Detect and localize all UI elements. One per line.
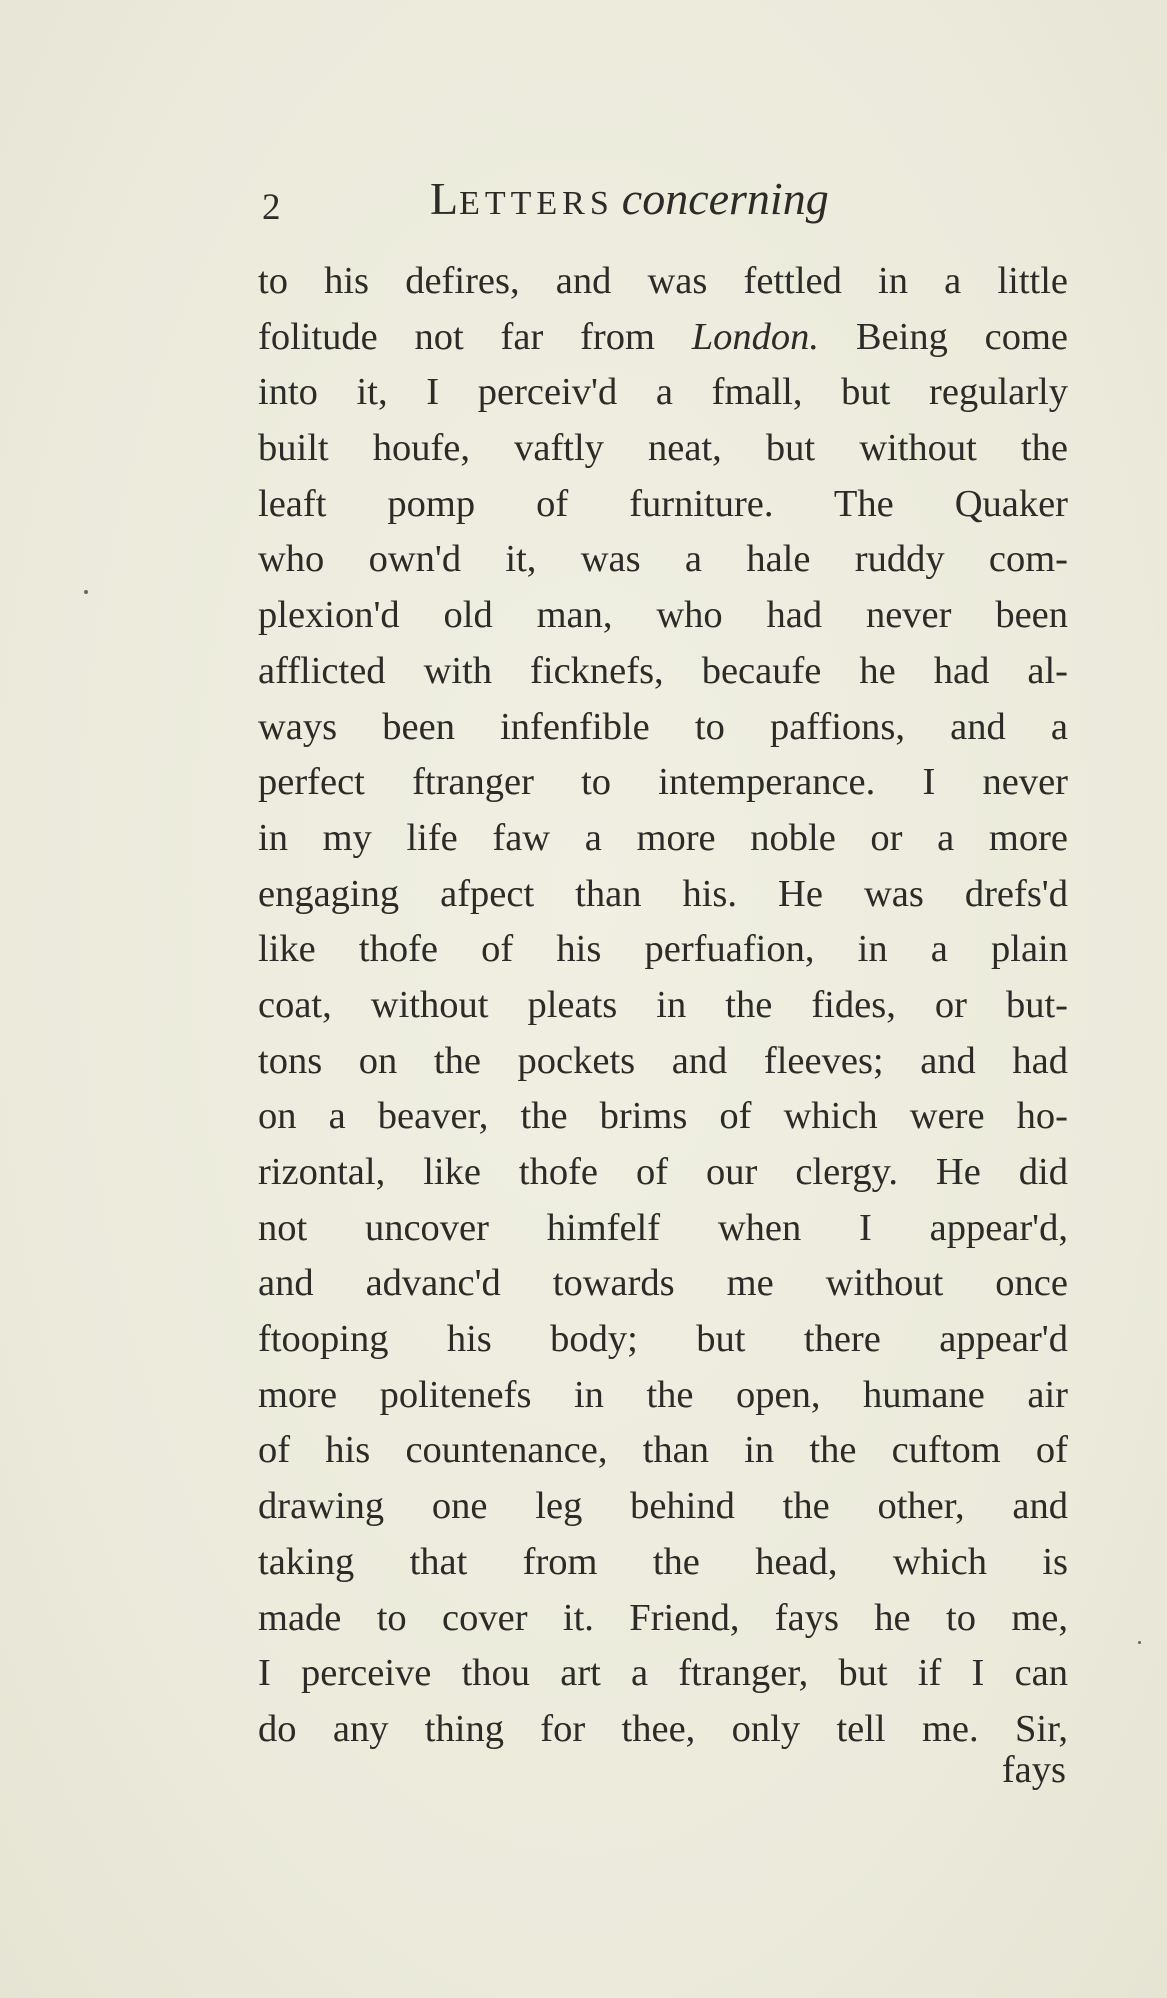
text-run: plexion'd old man, who had never been <box>258 594 1068 637</box>
text-run: drawing one leg behind the other, and <box>258 1485 1068 1528</box>
text-line <box>258 532 1068 588</box>
text-run: ways been infenfible to paffions, and a <box>258 705 1068 748</box>
running-title <box>430 172 829 225</box>
running-title-italic: concerning <box>621 173 829 224</box>
running-title-smallcaps: ETTERS <box>459 185 614 222</box>
text-run: do any thing for thee, only tell me. Sir, <box>258 1707 1068 1750</box>
text-line <box>258 700 1068 756</box>
body-text <box>258 254 1068 1758</box>
text-line <box>258 421 1068 477</box>
text-line <box>258 1368 1068 1424</box>
page-speck <box>84 590 88 594</box>
text-run: taking that from the head, which is <box>258 1540 1068 1583</box>
text-run: rizontal, like thofe of our clergy. He did <box>258 1151 1068 1193</box>
catchword: fays <box>1001 1749 1066 1791</box>
text-line <box>258 1145 1068 1201</box>
text-run: tons on the pockets and fleeves; and had <box>258 1039 1068 1082</box>
text-run: engaging afpect than his. He was drefs'd <box>258 872 1068 915</box>
text-run: leaft pomp of furniture. The Quaker <box>258 482 1068 525</box>
text-run: more politenefs in the open, humane air <box>258 1373 1068 1416</box>
text-line <box>258 1646 1068 1702</box>
page-number: 2 <box>262 187 281 228</box>
text-run: in my life faw a more noble or a more <box>258 816 1068 859</box>
text-line <box>258 644 1068 700</box>
text-run: not uncover himfelf when I appear'd, <box>258 1206 1068 1249</box>
text-line <box>258 1479 1068 1535</box>
running-head <box>262 172 1062 242</box>
text-run: and advanc'd towards me without once <box>258 1262 1068 1305</box>
text-run: on a beaver, the brims of which were ho- <box>258 1095 1068 1138</box>
text-line <box>258 978 1068 1034</box>
text-line <box>258 1702 1068 1758</box>
text-line <box>258 254 1068 310</box>
text-line <box>258 1535 1068 1591</box>
text-line <box>258 1089 1068 1145</box>
text-line <box>258 1312 1068 1368</box>
text-run: to his defires, and was fettled in a little <box>258 260 1068 302</box>
text-run: into it, I perceiv'd a fmall, but regularly <box>258 371 1068 414</box>
text-run: built houfe, vaftly neat, but without the <box>258 427 1068 470</box>
text-line <box>258 477 1068 533</box>
text-line <box>258 588 1068 644</box>
text-run: folitude not far from <box>258 315 692 358</box>
text-run: perfect ftranger to intemperance. I never <box>258 761 1068 804</box>
italic-place-name: London. <box>691 315 820 358</box>
text-line <box>258 867 1068 923</box>
text-run: afflicted with ficknefs, becaufe he had al- <box>258 649 1068 692</box>
running-title-initial: L <box>430 173 460 224</box>
text-run: coat, without pleats in the fides, or but- <box>258 983 1068 1026</box>
text-run: made to cover it. Friend, fays he to me, <box>258 1596 1068 1639</box>
text-run: who own'd it, was a hale ruddy com- <box>258 538 1068 581</box>
text-line <box>258 1423 1068 1479</box>
text-line <box>258 1591 1068 1647</box>
text-run: of his countenance, than in the cuftom of <box>258 1429 1068 1472</box>
text-line <box>258 811 1068 867</box>
text-run: ftooping his body; but there appear'd <box>258 1318 1068 1361</box>
text-line <box>258 1034 1068 1090</box>
text-line <box>258 1256 1068 1312</box>
text-line <box>258 365 1068 421</box>
text-run: Being come <box>819 315 1068 358</box>
text-run: I perceive thou art a ftranger, but if I can <box>258 1652 1068 1695</box>
text-line <box>258 755 1068 811</box>
text-run: like thofe of his perfuafion, in a plain <box>258 928 1068 971</box>
text-line <box>258 310 1068 366</box>
text-line <box>258 922 1068 978</box>
text-line <box>258 1201 1068 1257</box>
page-speck <box>1138 1641 1141 1644</box>
